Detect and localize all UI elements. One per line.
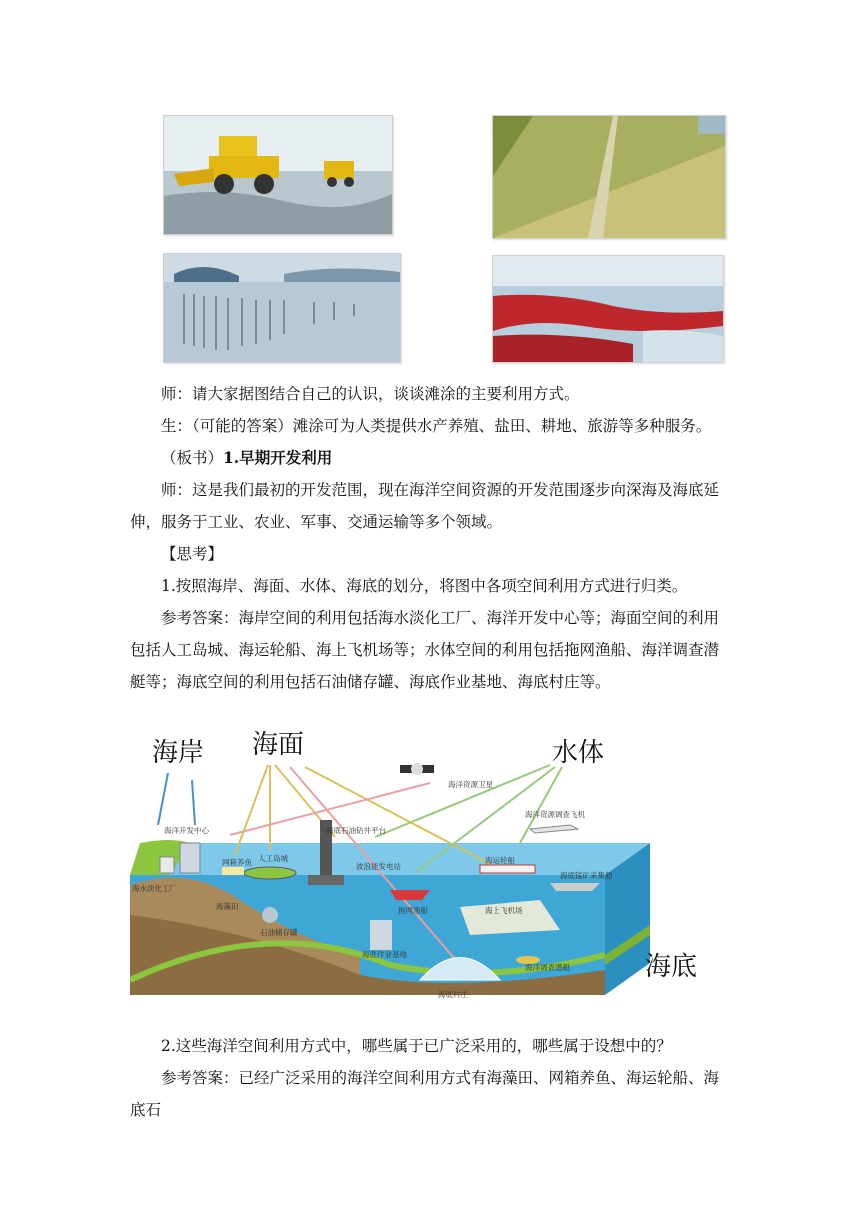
label-net-fish: 网箱养鱼	[222, 858, 252, 867]
board-heading: 1.早期开发利用	[223, 448, 333, 467]
label-coast: 海岸	[152, 738, 205, 768]
label-satellite: 海洋资源卫星	[448, 780, 493, 789]
photo-tidal-flat-tractors	[163, 115, 393, 235]
label-dev-center: 海洋开发中心	[164, 826, 209, 835]
label-village: 海底村庄	[438, 990, 468, 999]
label-cargo-ship: 海运轮船	[485, 856, 515, 865]
label-water: 水体	[552, 738, 605, 768]
photo-red-beach	[492, 255, 724, 363]
paragraph-board-note	[130, 442, 730, 474]
paragraph-answer-2: 参考答案：已经广泛采用的海洋空间利用方式有海藻田、网箱养鱼、海运轮船、海底石	[130, 1069, 720, 1119]
label-surface: 海面	[252, 730, 305, 760]
paragraph-teacher-question: 师：请大家据图结合自己的认识，谈谈滩涂的主要利用方式。	[161, 385, 580, 403]
label-submarine: 海洋调查潜艇	[525, 963, 570, 972]
ocean-space-diagram	[130, 725, 730, 1005]
paragraph-question-1: 1.按照海岸、海面、水体、海底的划分，将图中各项空间利用方式进行归类。	[161, 577, 688, 595]
label-seaweed: 海藻田	[216, 902, 239, 911]
label-airport: 海上飞机场	[485, 906, 523, 915]
label-artificial-island: 人工岛城	[258, 854, 288, 863]
label-work-base: 海底作业基地	[362, 950, 407, 959]
paragraph-answer-1: 参考答案：海岸空间的利用包括海水淡化工厂、海洋开发中心等；海面空间的利用包括人工岛城、海运轮船、海上飞机场等；水体空间的利用包括拖网渔船、海洋调查潜艇等；海底空间的利用包括石油储存罐、海底作业基地、海底村庄等。	[130, 609, 720, 691]
label-seabed: 海底	[645, 952, 698, 982]
label-trawler: 拖网渔船	[398, 906, 428, 915]
photo-rice-fields	[492, 115, 726, 239]
label-desalination: 海水淡化工厂	[132, 884, 177, 893]
paragraph-think-heading: 【思考】	[161, 545, 224, 563]
label-oil-platform: 海底石油钻井平台	[326, 826, 386, 835]
paragraph-student-answer: 生：（可能的答案）滩涂可为人类提供水产养殖、盐田、耕地、旅游等多种服务。	[161, 417, 712, 435]
label-mining-ship: 海底锰矿采集船	[560, 871, 613, 880]
paragraph-teacher-explanation: 师：这是我们最初的开发范围，现在海洋空间资源的开发范围逐步向深海及海底延伸，服务于工业、农业、军事、交通运输等多个领域。	[130, 481, 720, 531]
photo-aquaculture-stakes	[163, 253, 401, 363]
label-survey-plane: 海洋资源调查飞机	[525, 810, 585, 819]
board-prefix: （板书）	[161, 449, 224, 467]
label-wave-power: 波浪能发电站	[356, 862, 401, 871]
paragraph-question-2: 2.这些海洋空间利用方式中，哪些属于已广泛采用的，哪些属于设想中的？	[161, 1037, 672, 1055]
label-oil-tank: 石油储存罐	[260, 928, 298, 937]
